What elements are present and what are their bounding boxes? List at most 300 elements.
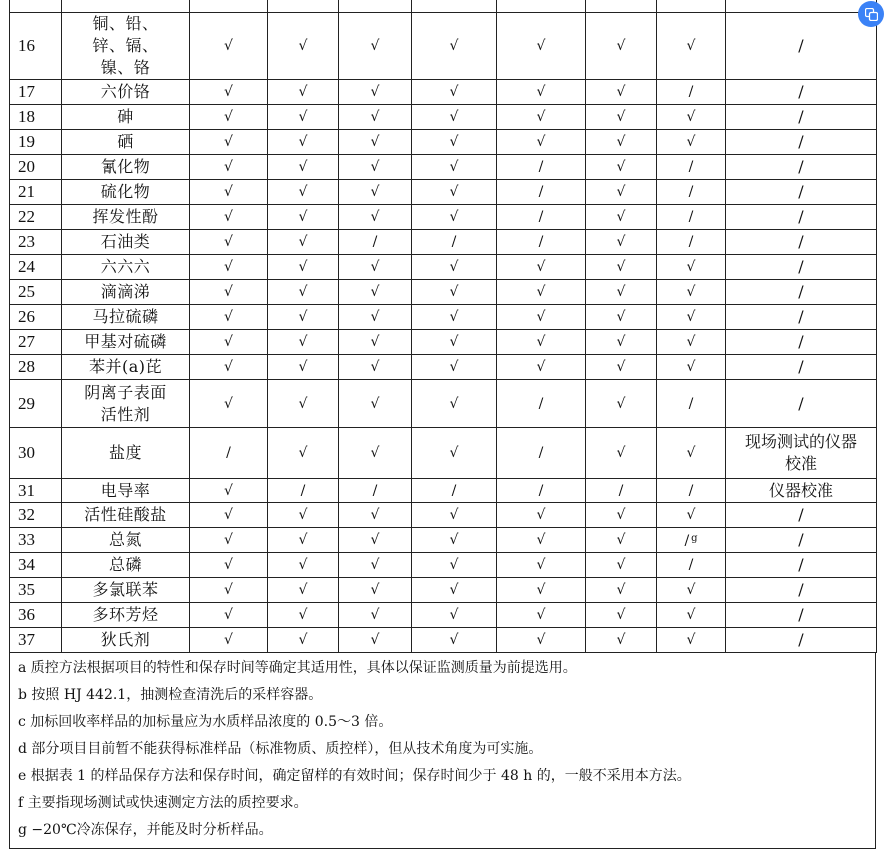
- footnote-ref-g: g: [691, 533, 698, 544]
- document-page: [9, 0, 876, 849]
- qc-mark: √: [449, 309, 459, 325]
- qc-mark: /: [798, 82, 804, 101]
- qc-mark-cell: [726, 80, 877, 105]
- qc-mark: √: [370, 309, 380, 325]
- qc-mark-cell: [339, 80, 412, 105]
- qc-mark: √: [298, 38, 308, 54]
- qc-mark-cell: [268, 553, 339, 578]
- qc-mark: √: [224, 507, 233, 523]
- row-number: 31: [10, 479, 62, 503]
- floating-translate-button[interactable]: [858, 1, 884, 27]
- row-number: 29: [10, 380, 62, 428]
- qc-mark: /: [798, 107, 804, 126]
- row-number: 18: [10, 105, 62, 130]
- row-number: 21: [10, 180, 62, 205]
- qc-mark-cell: [586, 479, 657, 503]
- qc-mark-cell: [657, 105, 726, 130]
- item-name-text: 多环芳烃: [92, 605, 159, 624]
- qc-mark: √: [449, 557, 459, 573]
- qc-mark: √: [536, 359, 546, 375]
- qc-mark: √: [616, 309, 626, 325]
- qc-mark: √: [536, 38, 546, 54]
- qc-mark: √: [370, 84, 380, 100]
- item-name-text: 马拉硫磷: [92, 307, 159, 326]
- qc-mark-cell: [586, 105, 657, 130]
- qc-mark-cell: [190, 105, 268, 130]
- qc-mark-cell: [268, 330, 339, 355]
- qc-mark-cell: [586, 205, 657, 230]
- qc-mark: √: [616, 209, 626, 225]
- qc-mark-cell: [726, 255, 877, 280]
- item-name: [62, 280, 190, 305]
- item-name-text: 苯并(a)芘: [88, 357, 163, 376]
- table-row: [10, 578, 877, 603]
- qc-mark-cell: [190, 0, 268, 13]
- item-name-text: 盐度: [108, 443, 142, 462]
- remark-cell: [726, 479, 877, 503]
- qc-mark: /: [798, 555, 804, 574]
- row-number: 33: [10, 528, 62, 553]
- row-number: 27: [10, 330, 62, 355]
- qc-mark-cell: [412, 155, 497, 180]
- qc-mark-cell: [657, 205, 726, 230]
- item-name-text: 硫化物: [100, 182, 151, 201]
- item-name: [62, 528, 190, 553]
- qc-mark-cell: [657, 503, 726, 528]
- qc-mark: √: [536, 582, 546, 598]
- qc-mark: √: [616, 334, 626, 350]
- qc-mark: √: [686, 607, 696, 623]
- item-name-text: 电导率: [100, 480, 151, 500]
- qc-mark: √: [449, 109, 459, 125]
- qc-mark: √: [449, 582, 459, 598]
- qc-mark: √: [536, 309, 546, 325]
- qc-mark-cell: [339, 528, 412, 553]
- qc-mark: √: [449, 507, 459, 523]
- qc-mark: √: [449, 259, 459, 275]
- qc-mark-cell: [339, 155, 412, 180]
- qc-mark-cell: [657, 628, 726, 653]
- qc-mark-cell: [497, 428, 586, 479]
- qc-mark-cell: [497, 603, 586, 628]
- qc-mark-cell: [268, 503, 339, 528]
- qc-mark: /: [618, 482, 624, 499]
- qc-mark: /: [688, 209, 694, 225]
- row-number: [10, 0, 62, 13]
- qc-mark-cell: [657, 380, 726, 428]
- item-name: [62, 130, 190, 155]
- qc-mark-cell: [726, 380, 877, 428]
- qc-mark-cell: [268, 380, 339, 428]
- qc-mark-cell: [497, 80, 586, 105]
- qc-mark: √: [536, 284, 546, 300]
- qc-mark: √: [224, 395, 233, 412]
- qc-mark: √: [686, 134, 696, 150]
- qc-mark-cell: [190, 130, 268, 155]
- qc-mark: √: [536, 84, 546, 100]
- qc-mark: √: [298, 309, 308, 325]
- qc-mark-cell: [586, 280, 657, 305]
- qc-mark: /: [688, 395, 694, 412]
- qc-mark: √: [298, 582, 308, 598]
- qc-mark: √: [298, 334, 308, 350]
- qc-mark: √: [370, 607, 380, 623]
- qc-mark-cell: [190, 13, 268, 80]
- qc-mark-cell: [586, 155, 657, 180]
- table-row: [10, 330, 877, 355]
- qc-mark: √: [298, 557, 308, 573]
- qc-mark: √: [298, 184, 308, 200]
- qc-mark-cell: [190, 80, 268, 105]
- qc-mark-cell: [657, 305, 726, 330]
- table-row: [10, 105, 877, 130]
- table-row: [10, 528, 877, 553]
- item-name: [62, 105, 190, 130]
- qc-mark: √: [370, 507, 380, 523]
- qc-mark-cell: [586, 628, 657, 653]
- row-number: 30: [10, 428, 62, 479]
- qc-mark-cell: [339, 205, 412, 230]
- item-name: [62, 330, 190, 355]
- qc-mark-cell: [657, 428, 726, 479]
- qc-mark-cell: [497, 280, 586, 305]
- row-number: 36: [10, 603, 62, 628]
- item-name: [62, 503, 190, 528]
- qc-mark-cell: [190, 355, 268, 380]
- qc-mark: √: [449, 395, 459, 412]
- qc-mark-cell: [657, 180, 726, 205]
- qc-mark-cell: [586, 553, 657, 578]
- qc-mark-cell: [586, 603, 657, 628]
- qc-mark: √: [224, 359, 233, 375]
- item-name: [62, 205, 190, 230]
- item-name-text: 挥发性酚: [92, 207, 159, 226]
- qc-mark: √: [616, 532, 626, 548]
- qc-mark: √: [370, 159, 380, 175]
- qc-mark: √: [370, 359, 380, 375]
- row-number: 28: [10, 355, 62, 380]
- row-number: 25: [10, 280, 62, 305]
- qc-mark-cell: [412, 230, 497, 255]
- footnote-item: a 质控方法根据项目的特性和保存时间等确定其适用性，具体以保证监测质量为前提选用。: [18, 660, 577, 676]
- qc-mark: √: [449, 607, 459, 623]
- qc-mark: √: [370, 445, 380, 461]
- qc-mark-cell: [190, 280, 268, 305]
- qc-mark-cell: [190, 628, 268, 653]
- table-body: [10, 0, 877, 653]
- qc-mark: √: [449, 209, 459, 225]
- qc-mark-cell: [586, 330, 657, 355]
- qc-mark: √: [616, 359, 626, 375]
- qc-mark-cell: [339, 355, 412, 380]
- qc-mark-cell: [586, 380, 657, 428]
- qc-mark-cell: [268, 205, 339, 230]
- table-row: [10, 280, 877, 305]
- qc-mark-cell: [412, 380, 497, 428]
- qc-mark-cell: [657, 578, 726, 603]
- qc-mark: √: [536, 109, 546, 125]
- qc-mark-cell: [190, 155, 268, 180]
- qc-mark-cell: [586, 180, 657, 205]
- item-name: [62, 180, 190, 205]
- qc-mark: √: [298, 259, 308, 275]
- qc-mark-cell: [497, 479, 586, 503]
- qc-mark-cell: [412, 0, 497, 13]
- qc-mark-cell: [412, 355, 497, 380]
- qc-mark: √: [298, 234, 308, 250]
- item-name-text: 总磷: [108, 555, 142, 574]
- qc-mark: √: [449, 532, 459, 548]
- qc-mark: /: [538, 159, 544, 175]
- qc-mark-cell: [339, 305, 412, 330]
- item-name-text: 石油类: [100, 232, 151, 251]
- qc-mark: /: [538, 482, 544, 499]
- qc-mark: √: [298, 632, 308, 648]
- qc-mark: /: [372, 234, 378, 250]
- row-number: 17: [10, 80, 62, 105]
- qc-mark-cell: [657, 130, 726, 155]
- qc-mark: /: [688, 482, 694, 499]
- qc-mark: /: [538, 209, 544, 225]
- item-name: [62, 13, 190, 80]
- row-number: 35: [10, 578, 62, 603]
- qc-mark-cell: [268, 180, 339, 205]
- footnote-item: f 主要指现场测试或快速测定方法的质控要求。: [18, 795, 308, 811]
- qc-mark: √: [686, 507, 696, 523]
- translate-icon: [865, 8, 878, 21]
- qc-mark-cell: [412, 80, 497, 105]
- footnote-item: b 按照 HJ 442.1，抽测检查清洗后的采样容器。: [18, 687, 323, 703]
- table-row: [10, 255, 877, 280]
- qc-mark-cell: [726, 628, 877, 653]
- qc-mark: /: [451, 482, 457, 499]
- qc-mark: /: [688, 159, 694, 175]
- qc-mark-cell: [412, 255, 497, 280]
- qc-mark: /: [688, 557, 694, 573]
- qc-mark: √: [370, 582, 380, 598]
- qc-mark: /: [684, 533, 690, 549]
- qc-mark: √: [536, 259, 546, 275]
- qc-mark-cell: [412, 628, 497, 653]
- qc-mark: √: [224, 109, 233, 125]
- remark-cell: [726, 428, 877, 479]
- qc-mark-cell: [339, 13, 412, 80]
- item-name-text: 滴滴涕: [100, 282, 151, 301]
- qc-mark: √: [686, 582, 696, 598]
- qc-mark-cell: [586, 255, 657, 280]
- qc-mark: √: [224, 334, 233, 350]
- table-row: [10, 205, 877, 230]
- qc-mark-cell: [497, 180, 586, 205]
- qc-mark: √: [224, 259, 233, 275]
- qc-mark: /: [798, 36, 804, 55]
- qc-mark: √: [616, 445, 626, 461]
- qc-mark: √: [616, 38, 626, 54]
- qc-mark: √: [370, 134, 380, 150]
- qc-mark-cell: [726, 155, 877, 180]
- qc-mark-cell: [339, 479, 412, 503]
- qc-mark: /: [798, 132, 804, 151]
- qc-mark: √: [298, 209, 308, 225]
- item-name: [62, 0, 190, 13]
- qc-mark: √: [449, 184, 459, 200]
- qc-mark-cell: [412, 205, 497, 230]
- qc-mark-cell: [412, 578, 497, 603]
- qc-mark-cell: [586, 130, 657, 155]
- qc-mark: /: [451, 234, 457, 250]
- qc-mark-cell: [497, 553, 586, 578]
- qc-mark-cell: [339, 255, 412, 280]
- qc-mark-cell: [268, 230, 339, 255]
- qc-mark: √: [616, 184, 626, 200]
- qc-mark-cell: [190, 503, 268, 528]
- item-name: [62, 428, 190, 479]
- qc-mark: √: [298, 507, 308, 523]
- qc-mark: /: [688, 184, 694, 200]
- item-name-text: 六六六: [100, 257, 151, 276]
- qc-mark: √: [449, 38, 459, 54]
- footnote-item: g −20℃冷冻保存，并能及时分析样品。: [18, 822, 273, 838]
- qc-mark-cell: [339, 330, 412, 355]
- qc-mark-cell: [657, 355, 726, 380]
- qc-mark-cell: [190, 180, 268, 205]
- table-row: [10, 180, 877, 205]
- qc-mark-cell: [497, 355, 586, 380]
- qc-mark-cell: [268, 80, 339, 105]
- table-row: [10, 13, 877, 80]
- qc-mark: √: [616, 159, 626, 175]
- qc-mark: √: [686, 445, 696, 461]
- qc-mark: √: [686, 259, 696, 275]
- qc-mark: √: [616, 607, 626, 623]
- qc-mark-cell: [190, 479, 268, 503]
- qc-mark-cell: [412, 428, 497, 479]
- qc-mark: √: [224, 84, 233, 100]
- item-name: [62, 230, 190, 255]
- qc-mark-cell: [412, 130, 497, 155]
- qc-mark-cell: [657, 603, 726, 628]
- quality-control-table: [9, 0, 877, 653]
- item-name-text: 氰化物: [100, 157, 151, 176]
- qc-mark: √: [616, 507, 626, 523]
- qc-mark: √: [449, 445, 459, 461]
- qc-mark-cell: [190, 380, 268, 428]
- qc-mark: √: [536, 532, 546, 548]
- qc-mark-cell: [190, 603, 268, 628]
- qc-mark-cell: [268, 130, 339, 155]
- qc-mark: √: [224, 607, 233, 623]
- qc-mark-cell: [412, 330, 497, 355]
- item-name: [62, 305, 190, 330]
- qc-mark: √: [449, 159, 459, 175]
- qc-mark-cell: [190, 305, 268, 330]
- footnote-item: e 根据表 1 的样品保存方法和保存时间，确定留样的有效时间；保存时间少于 48 h 的，一般不采用本方法。: [18, 768, 691, 784]
- remark-text: 仪器校准: [768, 480, 833, 500]
- qc-mark-cell: [586, 13, 657, 80]
- qc-mark-cell: [726, 305, 877, 330]
- qc-mark: √: [686, 284, 696, 300]
- qc-mark-cell: [339, 428, 412, 479]
- qc-mark-cell: [497, 13, 586, 80]
- row-number: 34: [10, 553, 62, 578]
- qc-mark-cell: [190, 428, 268, 479]
- qc-mark: /: [688, 84, 694, 100]
- qc-mark: √: [536, 334, 546, 350]
- qc-mark-cell: [497, 503, 586, 528]
- row-number: 37: [10, 628, 62, 653]
- qc-mark: √: [370, 109, 380, 125]
- qc-mark: √: [224, 134, 233, 150]
- row-number: 22: [10, 205, 62, 230]
- qc-mark: /: [798, 207, 804, 226]
- qc-mark: /: [798, 332, 804, 351]
- qc-mark-cell: [657, 330, 726, 355]
- qc-mark: √: [686, 109, 696, 125]
- qc-mark-cell: [497, 305, 586, 330]
- table-row: [10, 155, 877, 180]
- qc-mark-cell: [339, 105, 412, 130]
- table-row: [10, 603, 877, 628]
- qc-mark-cell: [412, 528, 497, 553]
- qc-mark: √: [449, 284, 459, 300]
- qc-mark: √: [616, 632, 626, 648]
- qc-mark: /: [798, 530, 804, 549]
- qc-mark: √: [298, 445, 308, 461]
- qc-mark-cell: [268, 578, 339, 603]
- qc-mark-cell: [657, 553, 726, 578]
- qc-mark: √: [224, 532, 233, 548]
- qc-mark-cell: [726, 553, 877, 578]
- qc-mark: /: [798, 357, 804, 376]
- qc-mark-cell: [339, 503, 412, 528]
- qc-mark: √: [449, 84, 459, 100]
- item-name-text: 多氯联苯: [92, 580, 159, 599]
- qc-mark: √: [298, 284, 308, 300]
- qc-mark: /: [798, 393, 804, 413]
- qc-mark: /: [538, 234, 544, 250]
- qc-mark-cell: [190, 255, 268, 280]
- qc-mark-cell: [586, 428, 657, 479]
- qc-mark: √: [224, 632, 233, 648]
- qc-mark: √: [224, 184, 233, 200]
- qc-mark-cell: [190, 330, 268, 355]
- qc-mark: /: [798, 257, 804, 276]
- row-number: 16: [10, 13, 62, 80]
- table-row: [10, 0, 877, 13]
- qc-mark: √: [298, 395, 308, 412]
- qc-mark: √: [616, 284, 626, 300]
- qc-mark: /: [798, 157, 804, 176]
- qc-mark-cell: [586, 528, 657, 553]
- qc-mark: /: [688, 234, 694, 250]
- qc-mark: √: [224, 482, 233, 499]
- qc-mark: √: [298, 109, 308, 125]
- qc-mark-cell: [726, 13, 877, 80]
- qc-mark-cell: [339, 180, 412, 205]
- table-row: [10, 80, 877, 105]
- qc-mark: √: [224, 557, 233, 573]
- qc-mark: √: [224, 209, 233, 225]
- item-name-text: 甲基对硫磷: [84, 332, 167, 351]
- qc-mark: √: [449, 134, 459, 150]
- row-number: 20: [10, 155, 62, 180]
- qc-mark-cell: [726, 330, 877, 355]
- qc-mark: √: [686, 38, 696, 54]
- qc-mark-cell: [412, 180, 497, 205]
- qc-mark-cell: [497, 380, 586, 428]
- qc-mark-cell: [412, 105, 497, 130]
- qc-mark-cell: [339, 553, 412, 578]
